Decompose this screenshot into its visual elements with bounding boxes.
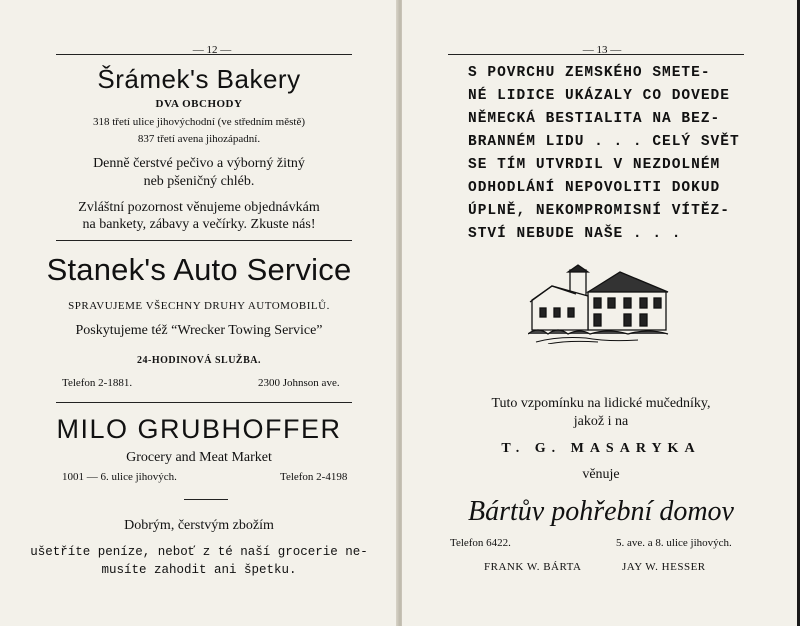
bakery-address-2: 837 třetí avena jihozápadní. [137, 133, 261, 145]
poem-line: BRANNÉM LIDU . . . CELÝ SVĚT [468, 134, 740, 150]
grocery-body-1: ušetříte peníze, neboť z té naší grocerie ne- [30, 545, 368, 559]
dedication-line-1: Tuto vzpomínku na lidické mučedníky, [491, 396, 711, 411]
bakery-address-1: 318 třetí ulice jihovýchodní (ve středním městě) [92, 116, 305, 128]
auto-line-3: 24-HODINOVÁ SLUŽBA. [137, 355, 261, 366]
page-number-left: — 12 — [192, 44, 232, 56]
grocery-body-2: musíte zahodit ani špetku. [101, 563, 297, 577]
grocery-slogan: Dobrým, čerstvým zbožím [124, 518, 274, 533]
person-jay: JAY W. HESSER [622, 561, 706, 573]
left-page [0, 0, 398, 626]
person-frank: FRANK W. BÁRTA [484, 561, 582, 573]
auto-phone: Telefon 2-1881. [62, 377, 133, 389]
poem-line: S POVRCHU ZEMSKÉHO SMETE- [468, 65, 711, 81]
page-number-right: — 13 — [582, 44, 622, 56]
funeral-home-name: Bártův pohřební domov [468, 496, 734, 527]
bakery-slogan-2: neb pšeničný chléb. [143, 174, 255, 189]
funeral-address: 5. ave. a 8. ulice jihových. [616, 537, 732, 549]
poem-line: STVÍ NEBUDE NAŠE . . . [468, 226, 682, 242]
top-rule [56, 54, 352, 55]
poem-line: ÚPLNĚ, NEKOMPROMISNÍ VÍTĚZ- [468, 203, 730, 219]
grocery-phone: Telefon 2-4198 [280, 471, 348, 483]
auto-line-1: SPRAVUJEME VŠECHNY DRUHY AUTOMOBILŮ. [68, 300, 330, 312]
bakery-note-2: na bankety, zábavy a večírky. Zkuste nás! [82, 217, 316, 232]
funeral-phone: Telefon 6422. [450, 537, 511, 549]
auto-address: 2300 Johnson ave. [258, 377, 340, 389]
grocery-name: MILO GRUBHOFFER [56, 414, 342, 444]
poem-line: ODHODLÁNÍ NEPOVOLITI DOKUD [468, 180, 721, 196]
grocery-address: 1001 — 6. ulice jihových. [62, 471, 177, 483]
divider-rule [56, 402, 352, 403]
dedication-line-2: jakož i na [573, 414, 629, 429]
bakery-subtitle: DVA OBCHODY [155, 98, 243, 110]
poem-line: SE TÍM UTVRDIL V NEZDOLNÉM [468, 157, 721, 173]
bakery-name: Šrámek's Bakery [97, 64, 301, 94]
auto-service-name: Stanek's Auto Service [46, 252, 352, 287]
poem-line: NÉ LIDICE UKÁZALY CO DOVEDE [468, 88, 730, 104]
divider-rule [56, 240, 352, 241]
short-rule [184, 499, 228, 500]
house-illustration-icon [528, 264, 673, 344]
top-rule [448, 54, 744, 55]
masaryk-name: T. G. MASARYKA [501, 441, 701, 456]
bakery-slogan-1: Denně čerstvé pečivo a výborný žitný [93, 156, 305, 171]
auto-line-2: Poskytujeme též “Wrecker Towing Service” [75, 323, 323, 338]
venuje-text: věnuje [582, 467, 620, 482]
poem-line: NĚMECKÁ BESTIALITA NA BEZ- [468, 111, 721, 127]
bakery-note-1: Zvláštní pozornost věnujeme objednávkám [78, 200, 320, 215]
grocery-subtitle: Grocery and Meat Market [126, 450, 272, 465]
